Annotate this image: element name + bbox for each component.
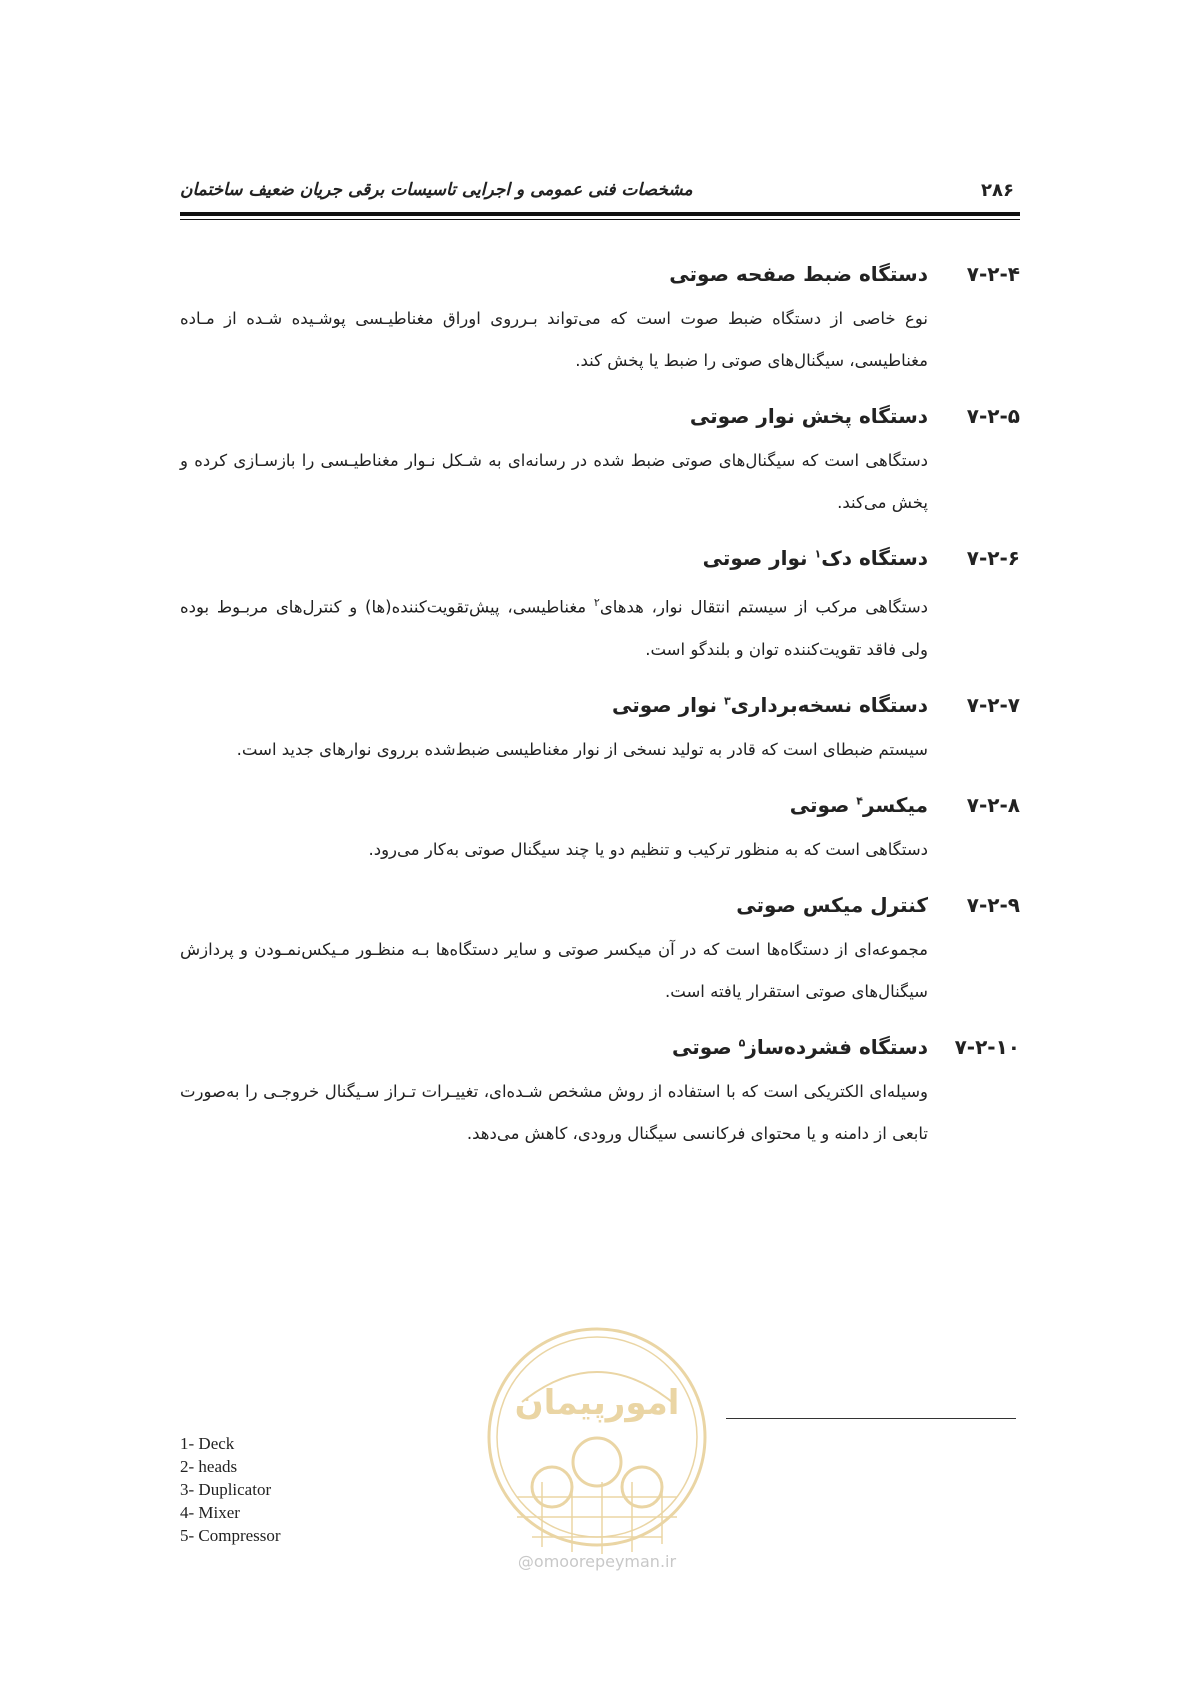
section-number: ۷-۲-۶ <box>966 546 1020 570</box>
section-heading <box>180 693 1020 717</box>
section-title <box>612 693 928 717</box>
footnote-ref: ۵ <box>738 1035 746 1049</box>
title-text: دستگاه نسخه‌برداری <box>730 692 928 717</box>
title-text: نوار صوتی <box>612 692 724 717</box>
title-text: صوتی <box>672 1034 739 1059</box>
section-title <box>790 793 928 817</box>
section-heading <box>180 546 1020 570</box>
title-text: نوار صوتی <box>702 546 815 570</box>
section-7-2-4 <box>180 262 1020 382</box>
section-7-2-10 <box>180 1035 1020 1155</box>
section-number: ۷-۲-۵ <box>966 404 1020 428</box>
footnote-ref: ۴ <box>856 793 864 807</box>
title-text: صوتی <box>789 792 857 817</box>
footnote-item: 4- Mixer <box>180 1503 240 1522</box>
section-heading <box>180 893 1020 917</box>
title-text: میکسر <box>863 792 928 817</box>
section-title: دستگاه ضبط صفحه صوتی <box>669 262 928 286</box>
section-title <box>703 546 928 570</box>
section-heading <box>180 262 1020 286</box>
section-body: دستگاهی است که به منظور ترکیب و تنظیم دو یا چند سیگنال صوتی به‌کار می‌رود. <box>368 839 928 859</box>
footnote-item: 5- Compressor <box>180 1526 281 1545</box>
footnote-item: 2- heads <box>180 1457 238 1476</box>
main-content <box>180 262 1020 1177</box>
watermark-logo-text: امورپیمان <box>514 1383 680 1423</box>
page-number: ۲۸۶ <box>981 180 1014 201</box>
running-title: مشخصات فنی عمومی و اجرایی تاسیسات برقی جریان ضعیف ساختمان <box>180 180 693 200</box>
footnote-ref: ۲ <box>593 596 600 609</box>
page-header <box>180 180 1020 216</box>
section-heading <box>180 1035 1020 1059</box>
header-rule-thin <box>180 219 1020 220</box>
title-text: دستگاه دک <box>821 546 928 570</box>
section-number: ۷-۲-۷ <box>966 692 1020 717</box>
section-title: کنترل میکس صوتی <box>736 892 928 917</box>
section-body: سیستم ضبطای است که قادر به تولید نسخی از نوار مغناطیسی ضبط‌شده برروی نوارهای جدید است. <box>236 739 928 759</box>
footnote-ref: ۱ <box>814 547 822 561</box>
header-rule-thick <box>180 212 1020 216</box>
section-7-2-7 <box>180 693 1020 771</box>
section-body: دستگاهی است که سیگنال‌های صوتی ضبط شده در رسانه‌ای به شـکل نـوار مغناطیـسی را بازسـازی کرده و پخش می‌کند. <box>180 451 928 512</box>
body-text: دستگاهی مرکب از سیستم انتقال نوار، هدهای <box>599 597 928 617</box>
section-title: دستگاه پخش نوار صوتی <box>689 404 928 428</box>
watermark-logo-icon <box>482 1322 712 1562</box>
section-body: نوع خاصی از دستگاه ضبط صوت است که می‌تواند بـرروی اوراق مغناطیـسی پوشـیده شـده از مـاده مغناطیسی، سیگنال‌های صوتی را ضبط یا پخش کند. <box>180 309 928 370</box>
body-text: مغناطیسی، پیش‌تقویت‌کننده(ها) و کنترل‌های مربـوط بوده ولی فاقد تقویت‌کننده توان و بلندگو است. <box>180 597 928 659</box>
section-heading <box>180 793 1020 817</box>
section-body <box>180 582 928 671</box>
section-7-2-6 <box>180 546 1020 671</box>
section-heading <box>180 404 1020 428</box>
section-number: ۷-۲-۱۰ <box>954 1034 1020 1059</box>
section-number: ۷-۲-۹ <box>966 892 1020 917</box>
footnote-item: 3- Duplicator <box>180 1480 272 1499</box>
section-number: ۷-۲-۴ <box>966 262 1020 286</box>
footnote-item: 1- Deck <box>180 1434 235 1453</box>
footnotes <box>180 1432 281 1547</box>
footnote-separator <box>726 1418 1016 1419</box>
title-text: دستگاه فشرده‌ساز <box>745 1034 928 1059</box>
section-body: وسیله‌ای الکتریکی است که با استفاده از روش مشخص شـده‌ای، تغییـرات تـراز سـیگنال خروجـی را به‌صورت تابعی از دامنه و یا محتوای فرکانسی سیگنال ورودی، کاهش می‌دهد. <box>180 1081 928 1143</box>
section-body: مجموعه‌ای از دستگاه‌ها است که در آن میکسر صوتی و سایر دستگاه‌ها بـه منظـور مـیکس‌نمـودن و پردازش سیگنال‌های صوتی استقرار یافته است. <box>180 939 928 1001</box>
footnote-ref: ۳ <box>723 693 731 707</box>
watermark-url: @omoorepeyman.ir <box>517 1552 677 1571</box>
section-number: ۷-۲-۸ <box>966 792 1020 817</box>
section-7-2-5 <box>180 404 1020 524</box>
section-7-2-8 <box>180 793 1020 871</box>
section-7-2-9 <box>180 893 1020 1013</box>
section-title <box>672 1035 928 1059</box>
